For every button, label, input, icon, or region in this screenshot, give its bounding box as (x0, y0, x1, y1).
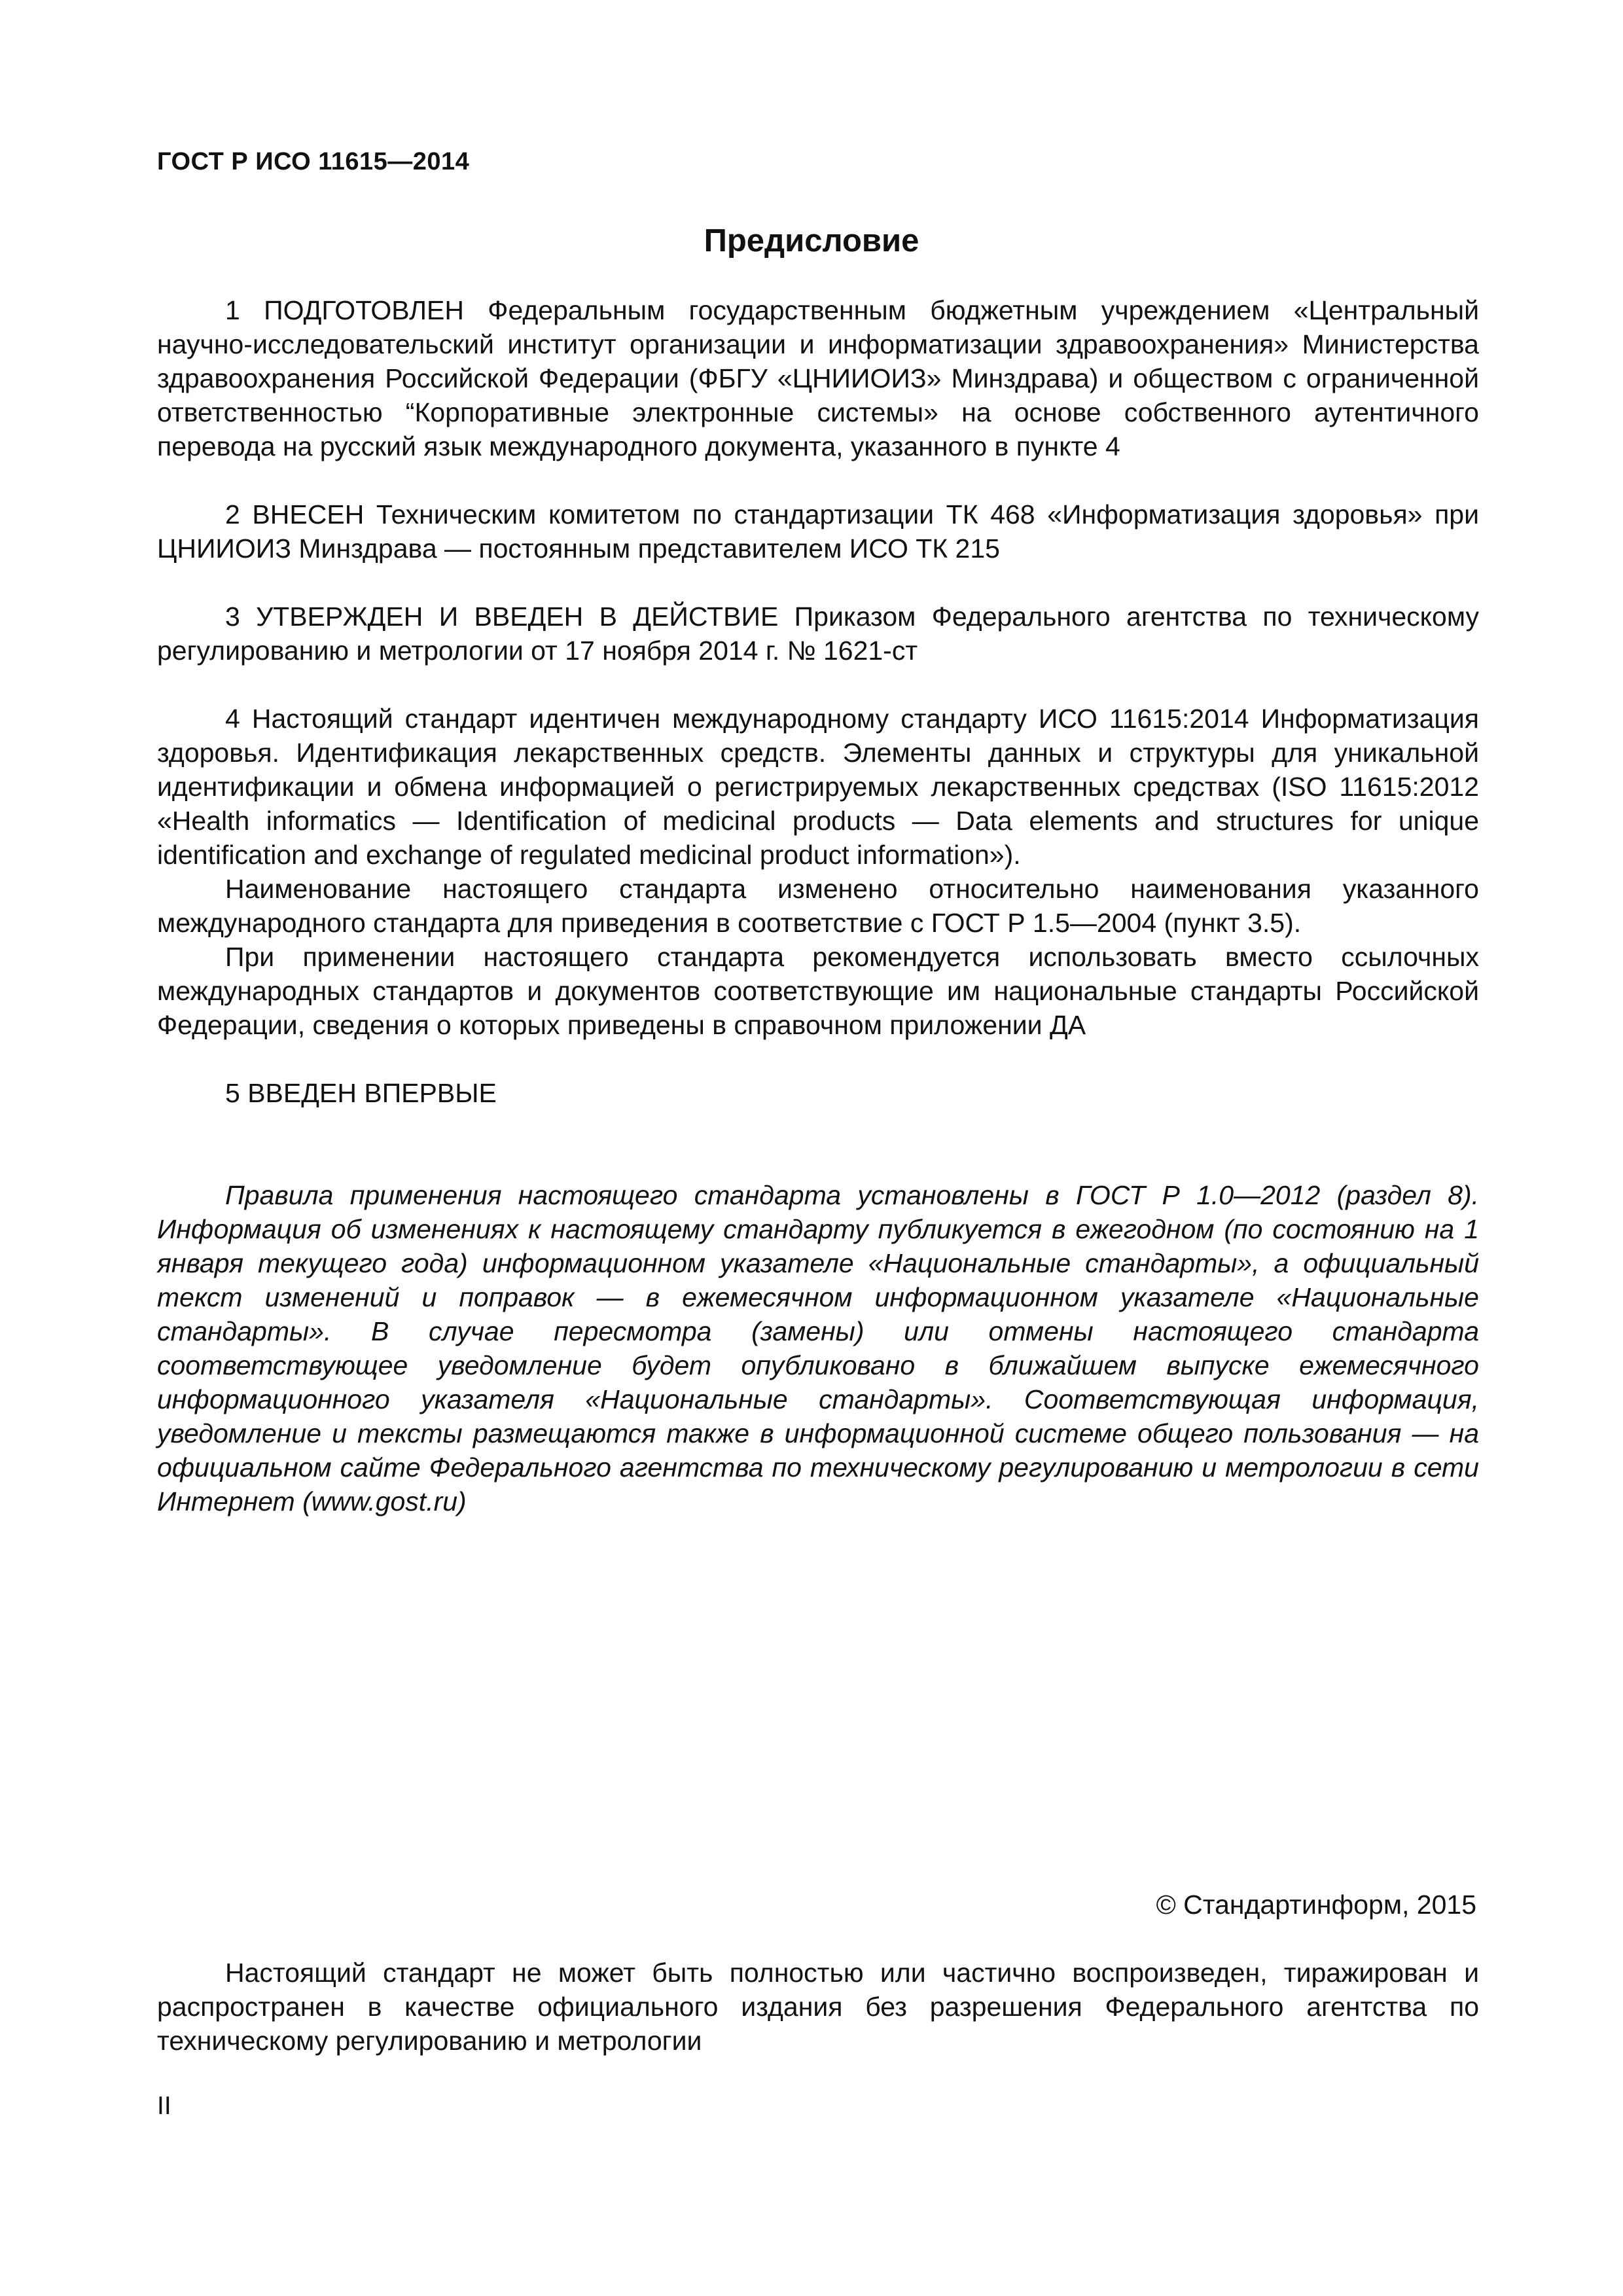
copyright-line: © Стандартинформ, 2015 (1156, 1890, 1476, 1920)
document-code-header: ГОСТ Р ИСО 11615—2014 (157, 148, 470, 175)
page-number: II (157, 2092, 171, 2120)
application-rules-notice: Правила применения настоящего стандарта установлены в ГОСТ Р 1.0—2012 (раздел 8). Информация об изменениях к настоящему стандарту публикуется в ежегодном (по состоянию на 1 января текущего года) информационном указателе «Национальные стандарты», а официальный текст изменений и поправок — в ежемесячном информационном указателе «Национальные стандарты». В случае пересмотра (замены) или отмены настоящего стандарта соответствующее уведомление будет опубликовано в ближайшем выпуске ежемесячного информационного указателя «Национальные стандарты». Соответствующая информация, уведомление и тексты размещаются также в информационной системе общего пользования — на официальном сайте Федерального агентства по техническому регулированию и метрологии в сети Интернет (www.gost.ru) (157, 1180, 1479, 1516)
page-title: Предисловие (704, 223, 919, 259)
paragraph-first-introduced: 5 ВВЕДЕН ВПЕРВЫЕ (225, 1078, 497, 1108)
foreword-body (157, 293, 1479, 1110)
paragraph-name-change: Наименование настоящего стандарта изменено относительно наименования указанного международного стандарта для приведения в соответствие с ГОСТ Р 1.5—2004 (пункт 3.5). (157, 874, 1479, 938)
paragraph-reference-usage: При применении настоящего стандарта рекомендуется использовать вместо ссылочных международных стандартов и документов соответствующие им национальные стандарты Российской Федерации, сведения о которых приведены в справочном приложении ДА (157, 942, 1479, 1040)
paragraph-prepared-by: 1 ПОДГОТОВЛЕН Федеральным государственным бюджетным учреждением «Центральный научно-исследовательский институт организации и информатизации здравоохранения» Министерства здравоохранения Российской Федерации (ФБГУ «ЦНИИОИЗ» Минздрава) и обществом с ограниченной ответственностью “Корпоративные электронные системы» на основе собственного аутентичного перевода на русский язык международного документа, указанного в пункте 4 (157, 295, 1479, 461)
paragraph-approved: 3 УТВЕРЖДЕН И ВВЕДЕН В ДЕЙСТВИЕ Приказом Федерального агентства по техническому регулированию и метрологии от 17 ноября 2014 г. № 1621-ст (157, 601, 1479, 666)
paragraph-introduced-by: 2 ВНЕСЕН Техническим комитетом по стандартизации ТК 468 «Информатизация здоровья» при ЦНИИОИЗ Минздрава — постоянным представителем ИСО ТК 215 (157, 499, 1479, 564)
paragraph-identical-standard: 4 Настоящий стандарт идентичен международному стандарту ИСО 11615:2014 Информатизация здоровья. Идентификация лекарственных средств. Элементы данных и структуры для уникальной идентификации и обмена информацией о регистрируемых лекарственных средствах (ISO 11615:2012 «Health informatics — Identification of medicinal products — Data elements and structures for unique identification and exchange of regulated medicinal product information»). (157, 704, 1479, 870)
reproduction-rights-notice: Настоящий стандарт не может быть полностью или частично воспроизведен, тиражирован и распространен в качестве официального издания без разрешения Федерального агентства по техническому регулированию и метрологии (157, 1958, 1479, 2056)
